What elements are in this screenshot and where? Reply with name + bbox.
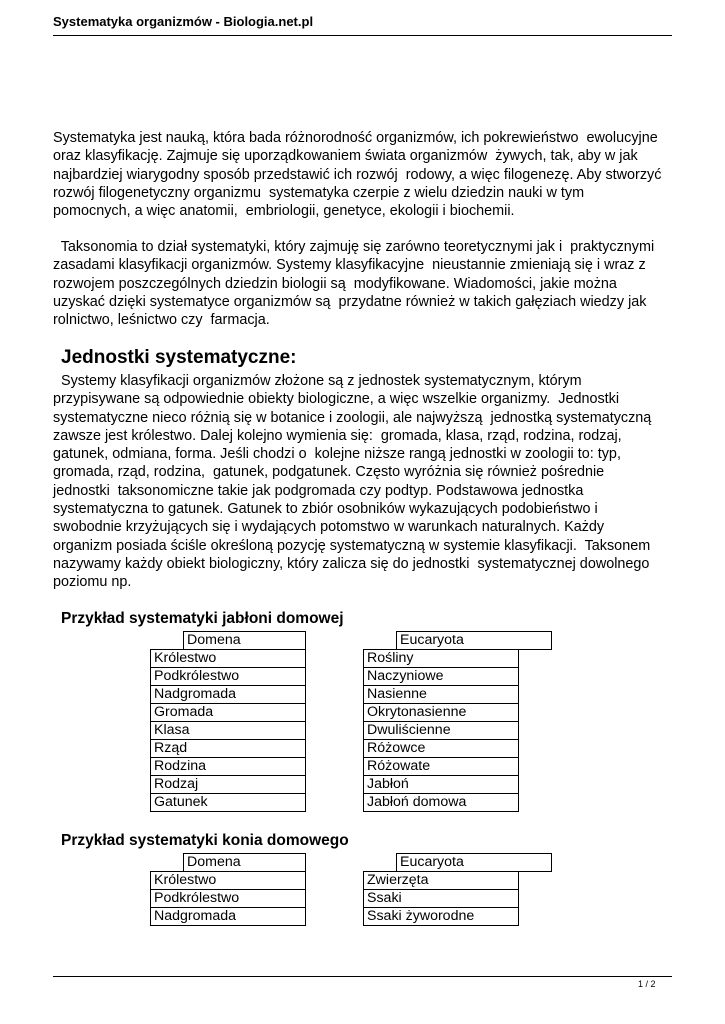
- rank-value-cell: Jabłoń domowa: [363, 793, 519, 812]
- units-paragraph: [53, 372, 683, 592]
- rank-label-cell: Klasa: [150, 721, 306, 740]
- text-line: najbardziej wiarygodny sposób przedstawić ich rozwój rodowy, a więc filogenezę. Aby stworzyć: [53, 166, 662, 183]
- page-number: 1 / 2: [638, 979, 656, 989]
- rank-value-cell: Dwuliścienne: [363, 721, 519, 740]
- text-line: Taksonomia to dział systematyki, który zajmuję się zarówno teoretycznymi jak i praktycznymi: [53, 239, 655, 255]
- table-title-horse: Przykład systematyki konia domowego: [61, 832, 349, 849]
- rank-label-cell: Gromada: [150, 703, 306, 722]
- footer-divider: [53, 976, 672, 977]
- page-header-title: Systematyka organizmów - Biologia.net.pl: [53, 14, 314, 29]
- text-line: rozwój filogenetyczny organizmu systematyka czerpie z wielu dziedzin nauki w tym: [53, 184, 585, 201]
- rank-value-cell: Okrytonasienne: [363, 703, 519, 722]
- text-line: przypisywane są odpowiednie obiekty biologiczne, a więc wszelkie organizmy. Jednostki: [53, 391, 620, 408]
- section-heading: Jednostki systematyczne:: [61, 347, 297, 368]
- rank-value-cell: Różowate: [363, 757, 519, 776]
- rank-label-cell: Królestwo: [150, 871, 306, 890]
- rank-label-cell: Gatunek: [150, 793, 306, 812]
- text-line: pomocnych, a więc anatomii, embriologii, genetyce, ekologii i biochemii.: [53, 203, 515, 220]
- rank-label-cell: Rząd: [150, 739, 306, 758]
- text-line: organizm posiada ściśle określoną pozycję systematyczną w systemie klasyfikacji. Taksonem: [53, 537, 651, 554]
- text-line: zasadami klasyfikacji organizmów. Systemy klasyfikacyjne nieustannie zmieniają się i wraz z: [53, 257, 646, 274]
- text-line: poziomu np.: [53, 574, 132, 591]
- rank-value-cell: Naczyniowe: [363, 667, 519, 686]
- domain-value-cell: Eucaryota: [396, 631, 552, 650]
- text-line: Systemy klasyfikacji organizmów złożone są z jednostek systematycznym, którym: [53, 373, 582, 389]
- text-line: swobodnie krzyżujących się i wydających potomstwo w warunkach naturalnych. Każdy: [53, 519, 605, 536]
- rank-value-cell: Rośliny: [363, 649, 519, 668]
- domain-value-cell: Eucaryota: [396, 853, 552, 872]
- rank-value-cell: Nasienne: [363, 685, 519, 704]
- text-line: systematyczne nieco różnią się w botanice i zoologii, ale najwyższą jednostką systematyczną: [53, 409, 652, 426]
- intro-paragraph: [53, 129, 683, 220]
- rank-value-cell: Ssaki: [363, 889, 519, 908]
- rank-value-cell: Zwierzęta: [363, 871, 519, 890]
- text-line: zawsze jest królestwo. Dalej kolejno wymienia się: gromada, klasa, rząd, rodzina, rodzaj,: [53, 427, 622, 444]
- text-line: rolnictwo, leśnictwo czy farmacja.: [53, 312, 270, 329]
- text-line: oraz klasyfikację. Zajmuje się uporządkowaniem świata organizmów żywych, tak, aby w jak: [53, 148, 638, 165]
- rank-label-cell: Rodzina: [150, 757, 306, 776]
- rank-label-cell: Nadgromada: [150, 685, 306, 704]
- text-line: Systematyka jest nauką, która bada różnorodność organizmów, ich pokrewieństwo ewolucyjne: [53, 130, 658, 146]
- header-divider: [53, 35, 672, 36]
- rank-value-cell: Jabłoń: [363, 775, 519, 794]
- text-line: rozwojem poszczególnych dziedzin biologii są modyfikowane. Wiadomości, jakie można: [53, 275, 617, 292]
- rank-value-cell: Ssaki żyworodne: [363, 907, 519, 926]
- table-title-apple: Przykład systematyki jabłoni domowej: [61, 610, 344, 627]
- rank-label-cell: Nadgromada: [150, 907, 306, 926]
- text-line: jednostki taksonomiczne takie jak podgromada czy podtyp. Podstawowa jednostka: [53, 482, 584, 499]
- domain-label-cell: Domena: [183, 853, 306, 872]
- rank-label-cell: Królestwo: [150, 649, 306, 668]
- text-line: systematyczna to gatunek. Gatunek to zbiór osobników wykazujących podobieństwo i: [53, 501, 598, 518]
- rank-label-cell: Rodzaj: [150, 775, 306, 794]
- rank-label-cell: Podkrólestwo: [150, 889, 306, 908]
- text-line: uzyskać dzięki systematyce organizmów są przydatne również w takich gałęziach wiedzy jak: [53, 293, 647, 310]
- text-line: gromada, rząd, rodzina, gatunek, podgatunek. Często wyróżnia się również pośrednie: [53, 464, 605, 481]
- taxonomy-paragraph: [53, 238, 683, 329]
- text-line: gatunek, odmiana, forma. Jeśli chodzi o kolejne niższe rangą jednostki w zoologii to: typ,: [53, 446, 621, 463]
- text-line: nazywamy każdy obiekt biologiczny, który zalicza się do jednostki systematycznej dowolnego: [53, 555, 650, 572]
- rank-label-cell: Podkrólestwo: [150, 667, 306, 686]
- domain-label-cell: Domena: [183, 631, 306, 650]
- rank-value-cell: Różowce: [363, 739, 519, 758]
